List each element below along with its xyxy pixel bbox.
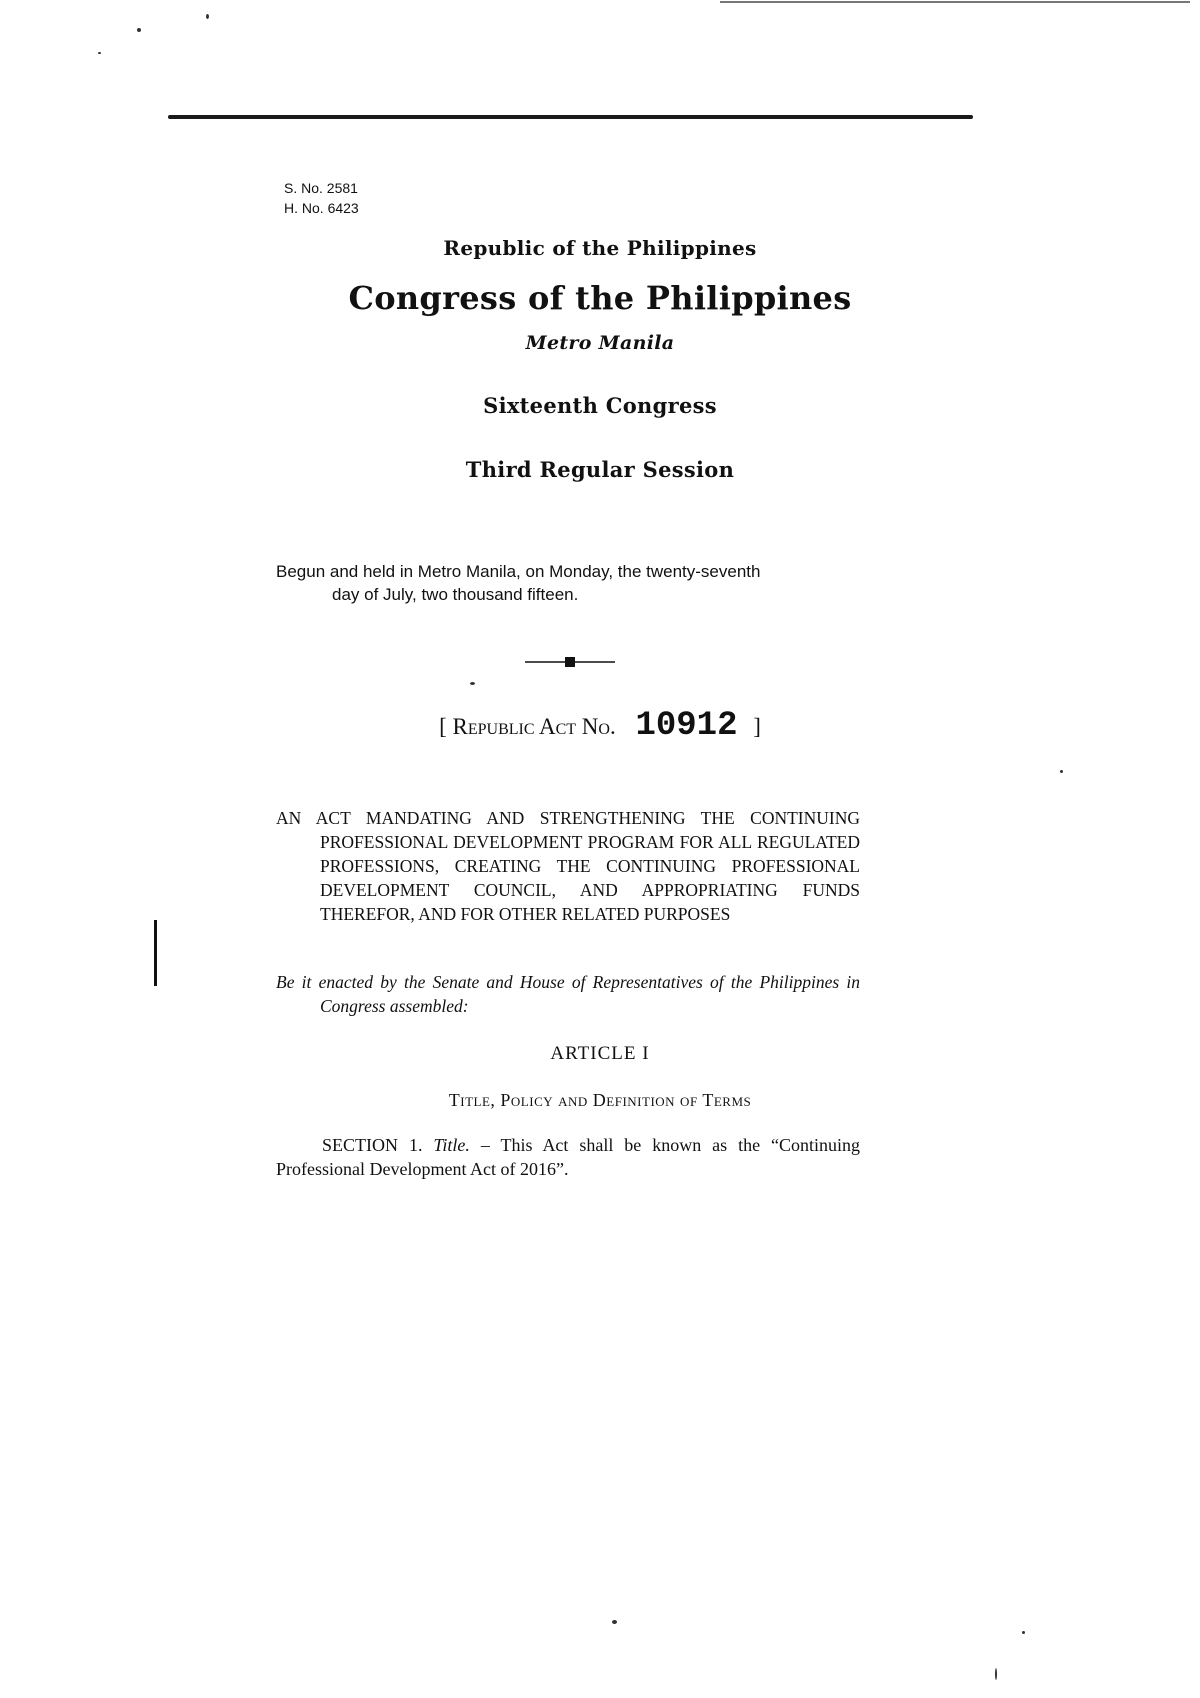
republic-heading: Republic of the Philippines — [443, 236, 757, 260]
begun-statement — [276, 560, 876, 606]
section-1-heading: Title. — [433, 1135, 470, 1155]
session-heading: Third Regular Session — [465, 457, 735, 482]
section-1 — [276, 1133, 860, 1181]
enacting-clause — [276, 970, 860, 1018]
act-number: 10912 — [635, 707, 738, 745]
section-1-paragraph — [276, 1133, 860, 1181]
congress-number-heading: Sixteenth Congress — [483, 393, 717, 418]
article-title: Title, Policy and Definition of Terms — [448, 1090, 752, 1110]
scan-speck — [470, 682, 475, 685]
republic-act-number — [0, 707, 1200, 745]
ornament-divider — [525, 655, 615, 669]
scan-speck — [98, 52, 101, 54]
scan-speck — [206, 14, 209, 19]
republic-act-label: Republic Act No. — [452, 714, 616, 739]
act-title — [276, 806, 860, 926]
top-rule — [168, 115, 973, 119]
scan-edge-line — [720, 1, 1190, 3]
section-1-label: SECTION 1. — [322, 1135, 423, 1155]
scan-speck — [995, 1668, 997, 1680]
location-heading: Metro Manila — [525, 332, 675, 354]
article-number: ARTICLE I — [550, 1043, 650, 1064]
congress-heading: Congress of the Philippines — [348, 279, 852, 317]
section-1-text: – This Act shall be known as the “Continuing Professional Development Act of 2016”. — [276, 1135, 861, 1179]
scan-speck — [1022, 1631, 1025, 1634]
close-bracket: ] — [753, 714, 761, 739]
bill-numbers — [284, 178, 359, 218]
scan-speck — [612, 1620, 617, 1624]
open-bracket: [ — [439, 714, 447, 739]
house-bill-no: H. No. 6423 — [284, 200, 359, 216]
begun-line-1: Begun and held in Metro Manila, on Monday, the twenty-seventh — [276, 562, 761, 581]
scan-speck — [1060, 770, 1063, 773]
senate-bill-no: S. No. 2581 — [284, 180, 358, 196]
act-title-text: AN ACT MANDATING AND STRENGTHENING THE CONTINUING PROFESSIONAL DEVELOPMENT PROGRAM FOR ALL REGULATED PROFESSIONS, CREATING THE CONTINUING PROFESSIONAL DEVELOPMENT COUNCIL, AND APPROPRIATING FUNDS THEREFOR, AND FOR OTHER RELATED PURPOSES — [276, 808, 860, 924]
enacting-clause-text: Be it enacted by the Senate and House of Representatives of the Philippines in Congress assembled: — [276, 972, 860, 1016]
begun-line-2: day of July, two thousand fifteen. — [332, 585, 579, 604]
margin-mark — [154, 920, 157, 986]
scan-speck — [137, 28, 141, 32]
